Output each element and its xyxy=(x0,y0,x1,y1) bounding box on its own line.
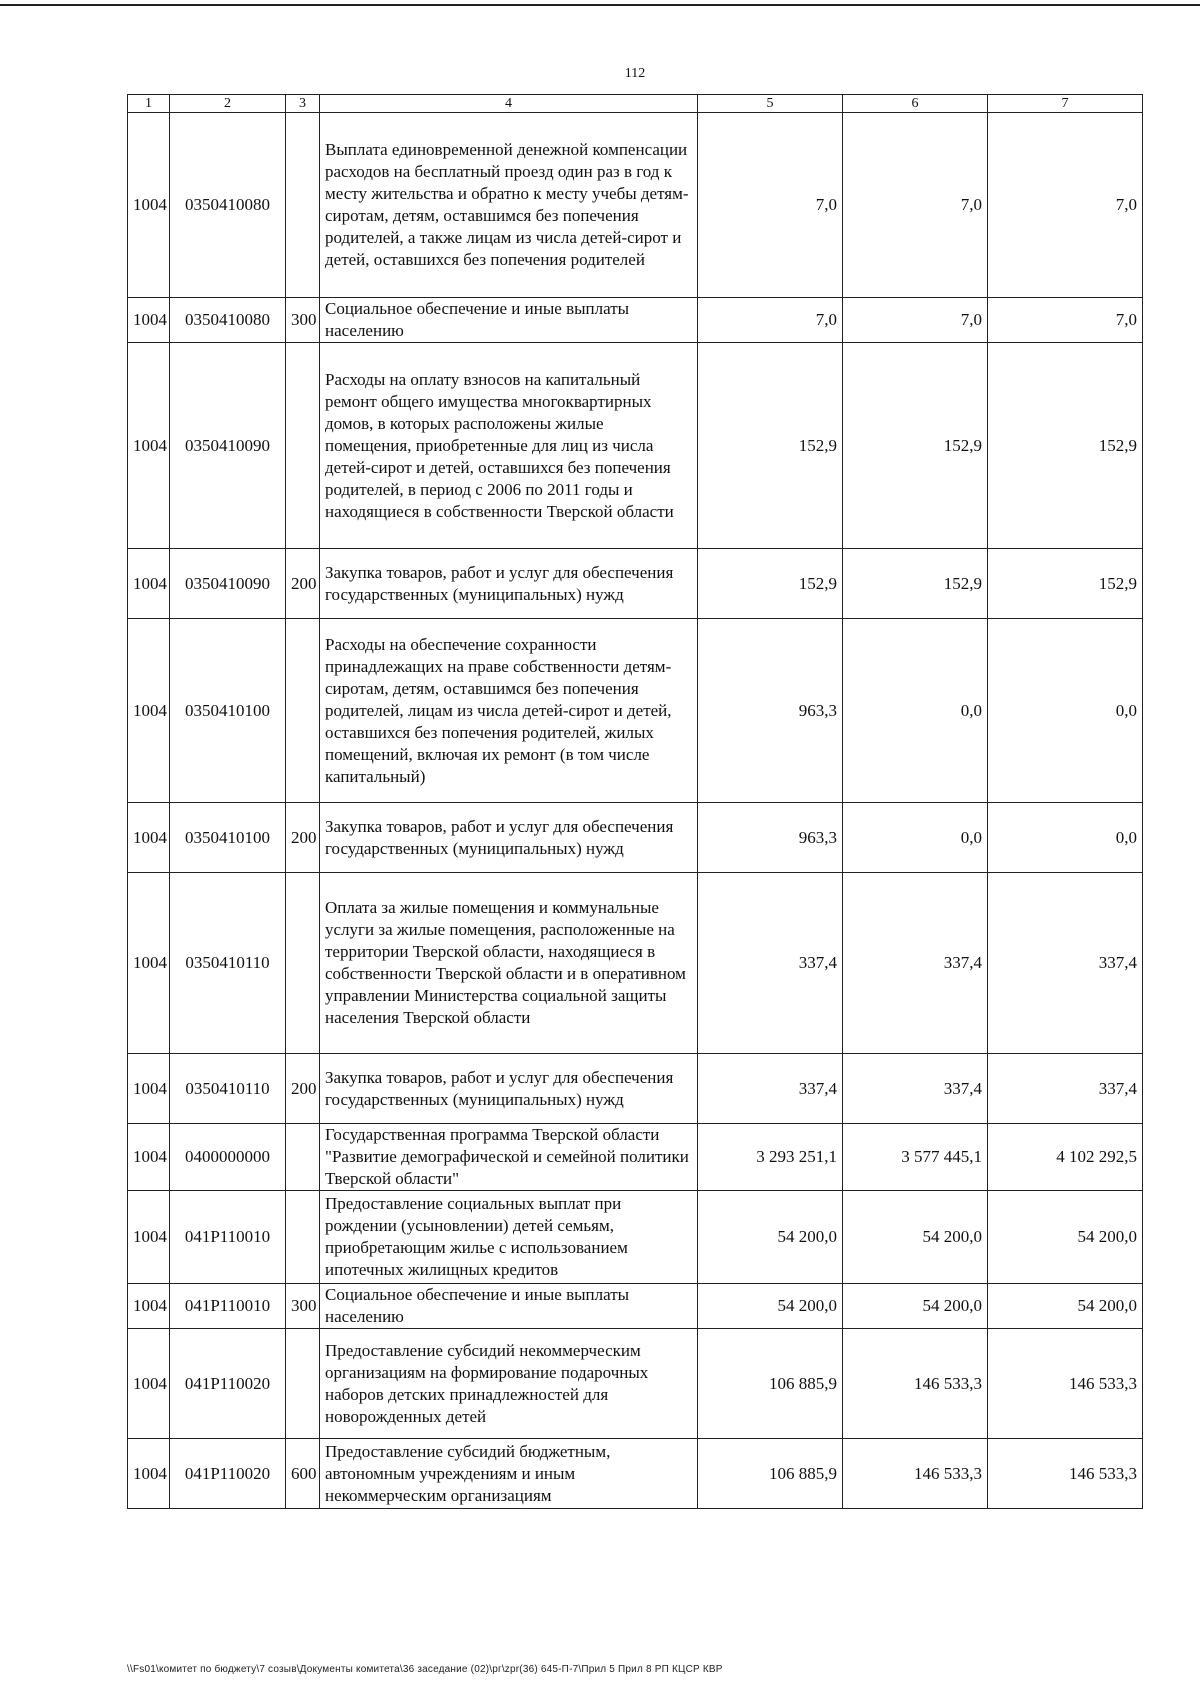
value-col6-cell: 3 577 445,1 xyxy=(843,1124,988,1191)
description-cell: Предоставление субсидий некоммерческим организациям на формирование подарочных наборов детских принадлежностей для новорожденных детей xyxy=(320,1329,698,1439)
column-header-4: 4 xyxy=(320,95,698,113)
target-code-cell: 0350410080 xyxy=(170,113,286,298)
table-row xyxy=(128,1191,1143,1284)
value-col6-cell: 337,4 xyxy=(843,873,988,1054)
value-col7-cell: 146 533,3 xyxy=(988,1329,1143,1439)
value-col5-cell: 7,0 xyxy=(698,113,843,298)
expense-type-cell: 200 xyxy=(286,549,320,619)
value-col6-cell: 146 533,3 xyxy=(843,1439,988,1509)
expense-type-cell: 300 xyxy=(286,298,320,343)
target-code-cell: 041Р110010 xyxy=(170,1284,286,1329)
target-code-cell: 0350410080 xyxy=(170,298,286,343)
expense-type-cell xyxy=(286,1191,320,1284)
expense-type-cell: 600 xyxy=(286,1439,320,1509)
value-col5-cell: 963,3 xyxy=(698,803,843,873)
value-col6-cell: 0,0 xyxy=(843,803,988,873)
expense-type-cell: 200 xyxy=(286,803,320,873)
description-cell: Предоставление социальных выплат при рождении (усыновлении) детей семьям, приобретающим жилье с использованием ипотечных жилищных кредитов xyxy=(320,1191,698,1284)
scan-edge-line xyxy=(0,4,1200,6)
table-row xyxy=(128,803,1143,873)
expense-type-cell xyxy=(286,873,320,1054)
expense-type-cell xyxy=(286,1124,320,1191)
section-cell: 1004 xyxy=(128,873,170,1054)
section-cell: 1004 xyxy=(128,803,170,873)
value-col6-cell: 337,4 xyxy=(843,1054,988,1124)
expense-type-cell: 200 xyxy=(286,1054,320,1124)
file-path-footer: \\Fs01\комитет по бюджету\7 созыв\Документы комитета\36 заседание (02)\рг\zpr(36) 645-П-7\Прил 5 Прил 8 РП КЦСР КВР xyxy=(127,1664,723,1675)
description-cell: Социальное обеспечение и иные выплаты населению xyxy=(320,1284,698,1329)
value-col5-cell: 54 200,0 xyxy=(698,1284,843,1329)
description-cell: Закупка товаров, работ и услуг для обеспечения государственных (муниципальных) нужд xyxy=(320,803,698,873)
value-col7-cell: 152,9 xyxy=(988,549,1143,619)
target-code-cell: 041Р110010 xyxy=(170,1191,286,1284)
value-col5-cell: 152,9 xyxy=(698,343,843,549)
value-col5-cell: 3 293 251,1 xyxy=(698,1124,843,1191)
value-col7-cell: 4 102 292,5 xyxy=(988,1124,1143,1191)
table-row xyxy=(128,113,1143,298)
value-col5-cell: 7,0 xyxy=(698,298,843,343)
value-col6-cell: 0,0 xyxy=(843,619,988,803)
section-cell: 1004 xyxy=(128,113,170,298)
target-code-cell: 0350410090 xyxy=(170,549,286,619)
value-col7-cell: 337,4 xyxy=(988,873,1143,1054)
expense-type-cell xyxy=(286,1329,320,1439)
value-col7-cell: 0,0 xyxy=(988,803,1143,873)
value-col6-cell: 152,9 xyxy=(843,549,988,619)
target-code-cell: 0350410110 xyxy=(170,1054,286,1124)
table-row xyxy=(128,1054,1143,1124)
value-col7-cell: 0,0 xyxy=(988,619,1143,803)
value-col6-cell: 146 533,3 xyxy=(843,1329,988,1439)
value-col7-cell: 7,0 xyxy=(988,298,1143,343)
value-col7-cell: 152,9 xyxy=(988,343,1143,549)
table-row xyxy=(128,549,1143,619)
description-cell: Выплата единовременной денежной компенсации расходов на бесплатный проезд один раз в год к месту жительства и обратно к месту учебы детям-сиротам, детям, оставшимся без попечения родителей, а также лицам из числа детей-сирот и детей, оставшихся без попечения родителей xyxy=(320,113,698,298)
value-col5-cell: 54 200,0 xyxy=(698,1191,843,1284)
target-code-cell: 041Р110020 xyxy=(170,1439,286,1509)
value-col6-cell: 54 200,0 xyxy=(843,1284,988,1329)
target-code-cell: 0350410100 xyxy=(170,619,286,803)
description-cell: Оплата за жилые помещения и коммунальные услуги за жилые помещения, расположенные на территории Тверской области, находящиеся в собственности Тверской области и в оперативном управлении Министерства социальной защиты населения Тверской области xyxy=(320,873,698,1054)
target-code-cell: 0350410090 xyxy=(170,343,286,549)
section-cell: 1004 xyxy=(128,343,170,549)
value-col5-cell: 106 885,9 xyxy=(698,1439,843,1509)
expense-type-cell xyxy=(286,619,320,803)
column-header-3: 3 xyxy=(286,95,320,113)
section-cell: 1004 xyxy=(128,1054,170,1124)
value-col6-cell: 7,0 xyxy=(843,298,988,343)
description-cell: Социальное обеспечение и иные выплаты населению xyxy=(320,298,698,343)
target-code-cell: 041Р110020 xyxy=(170,1329,286,1439)
section-cell: 1004 xyxy=(128,298,170,343)
table-row xyxy=(128,1329,1143,1439)
value-col5-cell: 337,4 xyxy=(698,1054,843,1124)
column-header-5: 5 xyxy=(698,95,843,113)
value-col5-cell: 106 885,9 xyxy=(698,1329,843,1439)
table-row xyxy=(128,1439,1143,1509)
description-cell: Предоставление субсидий бюджетным, автономным учреждениям и иным некоммерческим организациям xyxy=(320,1439,698,1509)
expense-type-cell xyxy=(286,113,320,298)
description-cell: Расходы на оплату взносов на капитальный ремонт общего имущества многоквартирных домов, в которых расположены жилые помещения, приобретенные для лиц из числа детей-сирот и детей, оставшихся без попечения родителей, в период с 2006 по 2011 годы и находящиеся в собственности Тверской области xyxy=(320,343,698,549)
column-header-1: 1 xyxy=(128,95,170,113)
table-row xyxy=(128,298,1143,343)
section-cell: 1004 xyxy=(128,1191,170,1284)
table-row xyxy=(128,619,1143,803)
description-cell: Закупка товаров, работ и услуг для обеспечения государственных (муниципальных) нужд xyxy=(320,549,698,619)
section-cell: 1004 xyxy=(128,549,170,619)
column-number-row xyxy=(128,95,1143,113)
column-header-7: 7 xyxy=(988,95,1143,113)
value-col7-cell: 7,0 xyxy=(988,113,1143,298)
expense-type-cell xyxy=(286,343,320,549)
value-col7-cell: 54 200,0 xyxy=(988,1191,1143,1284)
expense-type-cell: 300 xyxy=(286,1284,320,1329)
section-cell: 1004 xyxy=(128,619,170,803)
value-col7-cell: 146 533,3 xyxy=(988,1439,1143,1509)
section-cell: 1004 xyxy=(128,1439,170,1509)
target-code-cell: 0400000000 xyxy=(170,1124,286,1191)
value-col6-cell: 54 200,0 xyxy=(843,1191,988,1284)
column-header-2: 2 xyxy=(170,95,286,113)
section-cell: 1004 xyxy=(128,1284,170,1329)
value-col5-cell: 337,4 xyxy=(698,873,843,1054)
value-col6-cell: 7,0 xyxy=(843,113,988,298)
table-row xyxy=(128,343,1143,549)
value-col6-cell: 152,9 xyxy=(843,343,988,549)
description-cell: Государственная программа Тверской области "Развитие демографической и семейной политики Тверской области" xyxy=(320,1124,698,1191)
value-col5-cell: 963,3 xyxy=(698,619,843,803)
value-col5-cell: 152,9 xyxy=(698,549,843,619)
page-number: 112 xyxy=(624,66,646,81)
budget-table xyxy=(127,94,1143,1509)
target-code-cell: 0350410110 xyxy=(170,873,286,1054)
table-row xyxy=(128,1124,1143,1191)
description-cell: Закупка товаров, работ и услуг для обеспечения государственных (муниципальных) нужд xyxy=(320,1054,698,1124)
value-col7-cell: 54 200,0 xyxy=(988,1284,1143,1329)
section-cell: 1004 xyxy=(128,1329,170,1439)
table-row xyxy=(128,1284,1143,1329)
table-row xyxy=(128,873,1143,1054)
column-header-6: 6 xyxy=(843,95,988,113)
value-col7-cell: 337,4 xyxy=(988,1054,1143,1124)
description-cell: Расходы на обеспечение сохранности принадлежащих на праве собственности детям-сиротам, детям, оставшимся без попечения родителей, лицам из числа детей-сирот и детей, оставшихся без попечения родителей, жилых помещений, включая их ремонт (в том числе капитальный) xyxy=(320,619,698,803)
section-cell: 1004 xyxy=(128,1124,170,1191)
target-code-cell: 0350410100 xyxy=(170,803,286,873)
